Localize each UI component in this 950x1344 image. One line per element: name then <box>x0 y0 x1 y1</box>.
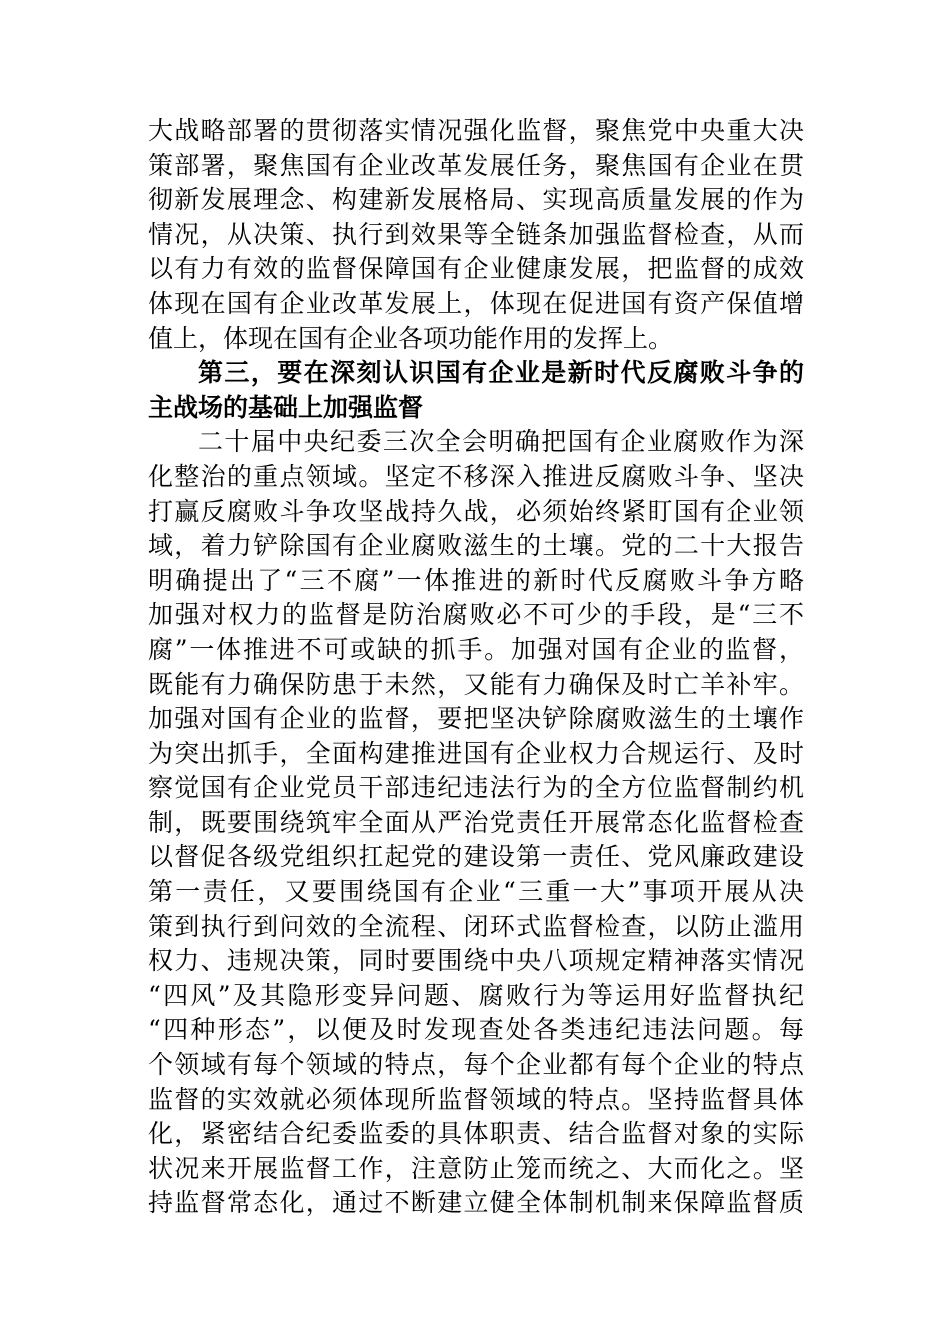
text-line: 域，着力铲除国有企业腐败滋生的土壤。党的二十大报告 <box>148 531 804 561</box>
text-line: 体现在国有企业改革发展上，体现在促进国有资产保值增 <box>148 288 804 318</box>
text-line: 值上，体现在国有企业各项功能作用的发挥上。 <box>148 323 674 353</box>
text-line: 策部署，聚焦国有企业改革发展任务，聚焦国有企业在贯 <box>148 150 804 180</box>
text-line: 彻新发展理念、构建新发展格局、实现高质量发展的作为 <box>148 185 804 215</box>
text-line: 以有力有效的监督保障国有企业健康发展，把监督的成效 <box>148 254 804 284</box>
document-body <box>148 114 804 1221</box>
text-line: 加强对权力的监督是防治腐败必不可少的手段，是“三不 <box>148 600 804 630</box>
text-line: 化，紧密结合纪委监委的具体职责、结合监督对象的实际 <box>148 1119 804 1149</box>
paragraph-main <box>148 425 804 1221</box>
text-line: “四种形态”，以便及时发现查处各类违纪违法问题。每 <box>148 1015 804 1045</box>
text-line: 腐”一体推进不可或缺的抓手。加强对国有企业的监督， <box>148 634 804 664</box>
text-line: 察觉国有企业党员干部违纪违法行为的全方位监督制约机 <box>148 773 804 803</box>
text-line: 情况，从决策、执行到效果等全链条加强监督检查，从而 <box>148 219 804 249</box>
text-line: 既能有力确保防患于未然，又能有力确保及时亡羊补牢。 <box>148 669 804 699</box>
text-line: 二十届中央纪委三次全会明确把国有企业腐败作为深 <box>198 427 804 457</box>
text-line: 制，既要围绕筑牢全面从严治党责任开展常态化监督检查 <box>148 807 804 837</box>
text-line: 以督促各级党组织扛起党的建设第一责任、党风廉政建设 <box>148 842 804 872</box>
text-line: 化整治的重点领域。坚定不移深入推进反腐败斗争、坚决 <box>148 461 804 491</box>
text-line: 持监督常态化，通过不断建立健全体制机制来保障监督质 <box>148 1188 804 1218</box>
text-line: 个领域有每个领域的特点，每个企业都有每个企业的特点 <box>148 1050 804 1080</box>
text-line: 打赢反腐败斗争攻坚战持久战，必须始终紧盯国有企业领 <box>148 496 804 526</box>
text-line: 状况来开展监督工作，注意防止笼而统之、大而化之。坚 <box>148 1153 804 1183</box>
text-line: 为突出抓手，全面构建推进国有企业权力合规运行、及时 <box>148 738 804 768</box>
text-line: 策到执行到问效的全流程、闭环式监督检查，以防止滥用 <box>148 911 804 941</box>
text-line: 权力、违规决策，同时要围绕中央八项规定精神落实情况 <box>148 946 804 976</box>
heading-line: 第三，要在深刻认识国有企业是新时代反腐败斗争的 <box>198 358 804 388</box>
paragraph-continued <box>148 114 804 356</box>
text-line: 第一责任，又要围绕国有企业“三重一大”事项开展从决 <box>148 877 804 907</box>
text-line: 监督的实效就必须体现所监督领域的特点。坚持监督具体 <box>148 1084 804 1114</box>
text-line: “四风”及其隐形变异问题、腐败行为等运用好监督执纪 <box>148 980 804 1010</box>
text-line: 加强对国有企业的监督，要把坚决铲除腐败滋生的土壤作 <box>148 704 804 734</box>
heading-line: 主战场的基础上加强监督 <box>148 392 424 422</box>
text-line: 大战略部署的贯彻落实情况强化监督，聚焦党中央重大决 <box>148 116 804 145</box>
section-heading <box>148 356 804 425</box>
text-line: 明确提出了“三不腐”一体推进的新时代反腐败斗争方略 <box>148 565 804 595</box>
